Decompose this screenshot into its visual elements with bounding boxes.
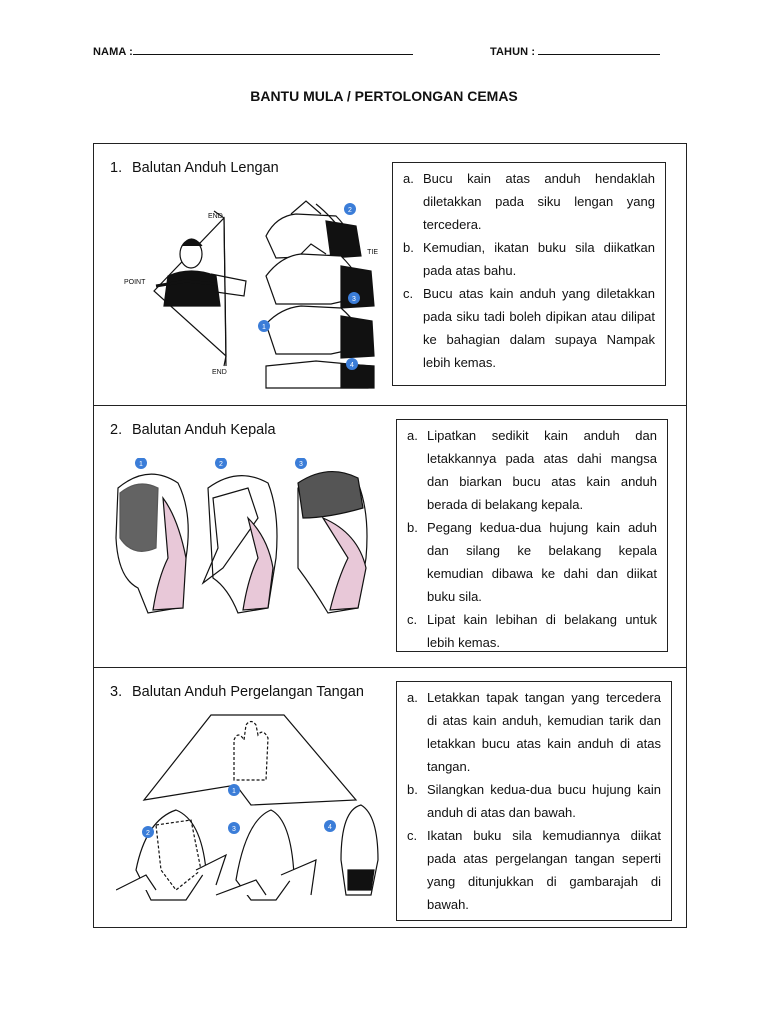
section-head-bandage xyxy=(94,405,686,667)
step-text: Silangkan kedua-dua bucu hujung kain anduh di atas dan bawah. xyxy=(427,782,661,820)
year-label: TAHUN : xyxy=(490,46,536,58)
section-number: 1. xyxy=(110,160,123,176)
step-item xyxy=(407,686,661,778)
step-item xyxy=(407,516,657,608)
step-badge-1: 1 xyxy=(262,324,266,331)
section-title-text: Balutan Anduh Pergelangan Tangan xyxy=(132,684,364,700)
section-title xyxy=(110,422,276,438)
step-letter: b. xyxy=(403,240,414,255)
step-text: Kemudian, ikatan buku sila diikatkan pada atas bahu. xyxy=(423,240,655,278)
step-item xyxy=(407,824,661,916)
year-blank-line[interactable] xyxy=(538,43,660,55)
step-badge-3: 3 xyxy=(232,826,236,833)
step-text: Bucu kain atas anduh hendaklah diletakkan pada siku lengan yang tercedera. xyxy=(423,171,655,232)
step-text: Ikatan buku sila kemudiannya diikat pada atas pergelangan tangan seperti yang ditunjukkan di gambarajah di bawah. xyxy=(427,828,661,912)
step-letter: c. xyxy=(407,828,418,843)
step-item xyxy=(403,167,655,236)
section-title xyxy=(110,160,279,176)
step-badge-1: 1 xyxy=(139,461,143,468)
head-bandage-illustration xyxy=(108,458,390,616)
step-item xyxy=(403,236,655,282)
step-letter: c. xyxy=(407,612,418,627)
step-letter: a. xyxy=(407,690,418,705)
step-text: Letakkan tapak tangan yang tercedera di atas kain anduh, kemudian tarik dan letakkan bucu atas kain anduh di atas tangan. xyxy=(427,690,661,774)
step-badge-3: 3 xyxy=(299,461,303,468)
section-number: 2. xyxy=(110,422,123,438)
step-letter: a. xyxy=(403,171,414,186)
section-title-text: Balutan Anduh Kepala xyxy=(132,422,276,438)
step-badge-3: 3 xyxy=(352,296,356,303)
step-letter: b. xyxy=(407,520,418,535)
step-item xyxy=(407,424,657,516)
step-letter: b. xyxy=(407,782,418,797)
step-badge-4: 4 xyxy=(350,362,354,369)
step-text: Pegang kedua-dua hujung kain aduh dan silang ke belakang kepala kemudian dibawa ke dahi dan diikat buku sila. xyxy=(427,520,657,604)
step-item xyxy=(407,778,661,824)
step-text: Bucu atas kain anduh yang diletakkan pada siku tadi boleh dipikan atau dilipat ke bahagian dalam supaya Nampak lebih kemas. xyxy=(423,286,655,370)
step-text: Lipat kain lebihan di belakang untuk lebih kemas. xyxy=(427,612,657,650)
name-blank-line[interactable] xyxy=(133,43,413,55)
name-label: NAMA : xyxy=(93,46,133,58)
page-title: BANTU MULA / PERTOLONGAN CEMAS xyxy=(250,88,518,104)
arm-sling-illustration xyxy=(116,196,386,391)
label-end-bottom: END xyxy=(212,369,227,376)
name-field[interactable] xyxy=(93,43,413,58)
step-badge-2: 2 xyxy=(219,461,223,468)
step-badge-1: 1 xyxy=(232,788,236,795)
year-field[interactable] xyxy=(490,43,660,58)
section-number: 3. xyxy=(110,684,123,700)
step-item xyxy=(407,608,657,654)
section-wrist-bandage xyxy=(94,667,686,927)
step-badge-2: 2 xyxy=(146,830,150,837)
worksheet-table xyxy=(93,143,687,928)
instructions-box xyxy=(396,419,668,652)
step-badge-4: 4 xyxy=(328,824,332,831)
label-point: POINT xyxy=(124,279,146,286)
step-item xyxy=(403,282,655,374)
step-letter: a. xyxy=(407,428,418,443)
wrist-bandage-illustration xyxy=(116,710,386,920)
section-title-text: Balutan Anduh Lengan xyxy=(132,160,279,176)
step-text: Lipatkan sedikit kain anduh dan letakkannya pada atas dahi mangsa dan biarkan bucu atas kain anduh berada di belakang kepala. xyxy=(427,428,657,512)
instructions-box xyxy=(392,162,666,386)
label-tie: TIE xyxy=(367,249,378,256)
instructions-box xyxy=(396,681,672,921)
section-title xyxy=(110,684,364,700)
step-letter: c. xyxy=(403,286,414,301)
label-end-top: END xyxy=(208,213,223,220)
section-arm-sling xyxy=(94,144,686,405)
step-badge-2: 2 xyxy=(348,207,352,214)
